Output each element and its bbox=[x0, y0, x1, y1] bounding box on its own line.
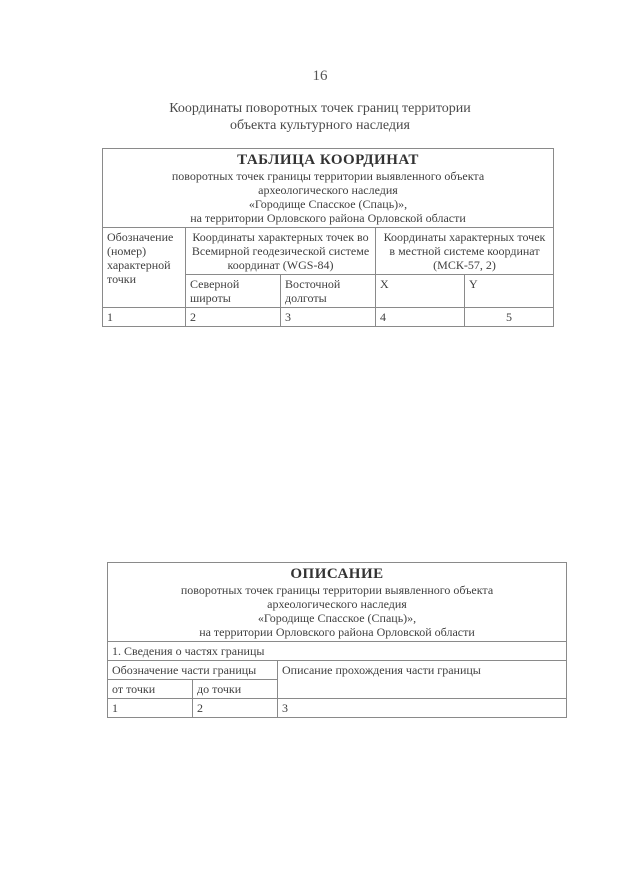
column-number: 4 bbox=[376, 308, 465, 327]
coordinates-subtitle-line: на территории Орловского района Орловской области bbox=[190, 211, 466, 225]
description-subtitle-line: на территории Орловского района Орловской области bbox=[199, 625, 475, 639]
coordinates-subtitle-line: археологического наследия bbox=[258, 183, 398, 197]
coordinates-subtitle-line: «Городище Спасское (Спаць)», bbox=[248, 197, 408, 211]
heading-line-2: объекта культурного наследия bbox=[230, 118, 410, 133]
coordinates-table-title: ТАБЛИЦА КООРДИНАТ bbox=[237, 152, 419, 168]
subheader-from-point: от точки bbox=[108, 680, 193, 699]
subheader-east-longitude: Восточной долготы bbox=[281, 275, 376, 308]
column-header-msk57: Координаты характерных точек в местной системе координат (МСК-57, 2) bbox=[376, 228, 554, 275]
coordinates-table bbox=[102, 148, 554, 327]
coordinates-subtitle-line: поворотных точек границы территории выявленного объекта bbox=[171, 169, 485, 183]
subheader-x: X bbox=[376, 275, 465, 308]
column-number: 1 bbox=[103, 308, 186, 327]
column-number: 1 bbox=[108, 699, 193, 718]
column-number: 3 bbox=[281, 308, 376, 327]
column-number: 2 bbox=[193, 699, 278, 718]
description-table-title: ОПИСАНИЕ bbox=[290, 566, 384, 582]
page-number: 16 bbox=[312, 68, 328, 84]
subheader-to-point: до точки bbox=[193, 680, 278, 699]
coordinates-table-title-cell bbox=[103, 149, 554, 228]
column-number: 5 bbox=[465, 308, 554, 327]
description-table bbox=[107, 562, 567, 718]
description-subtitle-line: «Городище Спасское (Спаць)», bbox=[257, 611, 417, 625]
subheader-y: Y bbox=[465, 275, 554, 308]
section-heading: 1. Сведения о частях границы bbox=[108, 642, 567, 661]
description-subtitle-line: поворотных точек границы территории выявленного объекта bbox=[180, 583, 494, 597]
column-header-point-designation: Обозначение (номер) характерной точки bbox=[103, 228, 186, 308]
description-subtitle-line: археологического наследия bbox=[267, 597, 407, 611]
column-header-wgs84: Координаты характерных точек во Всемирной геодезической системе координат (WGS-84) bbox=[186, 228, 376, 275]
column-header-boundary-description: Описание прохождения части границы bbox=[278, 661, 567, 699]
heading-line-1: Координаты поворотных точек границ территории bbox=[169, 101, 471, 116]
subheader-north-latitude: Северной широты bbox=[186, 275, 281, 308]
column-number: 2 bbox=[186, 308, 281, 327]
document-heading bbox=[150, 100, 490, 134]
column-number: 3 bbox=[278, 699, 567, 718]
column-header-boundary-part: Обозначение части границы bbox=[108, 661, 278, 680]
description-table-title-cell bbox=[108, 563, 567, 642]
